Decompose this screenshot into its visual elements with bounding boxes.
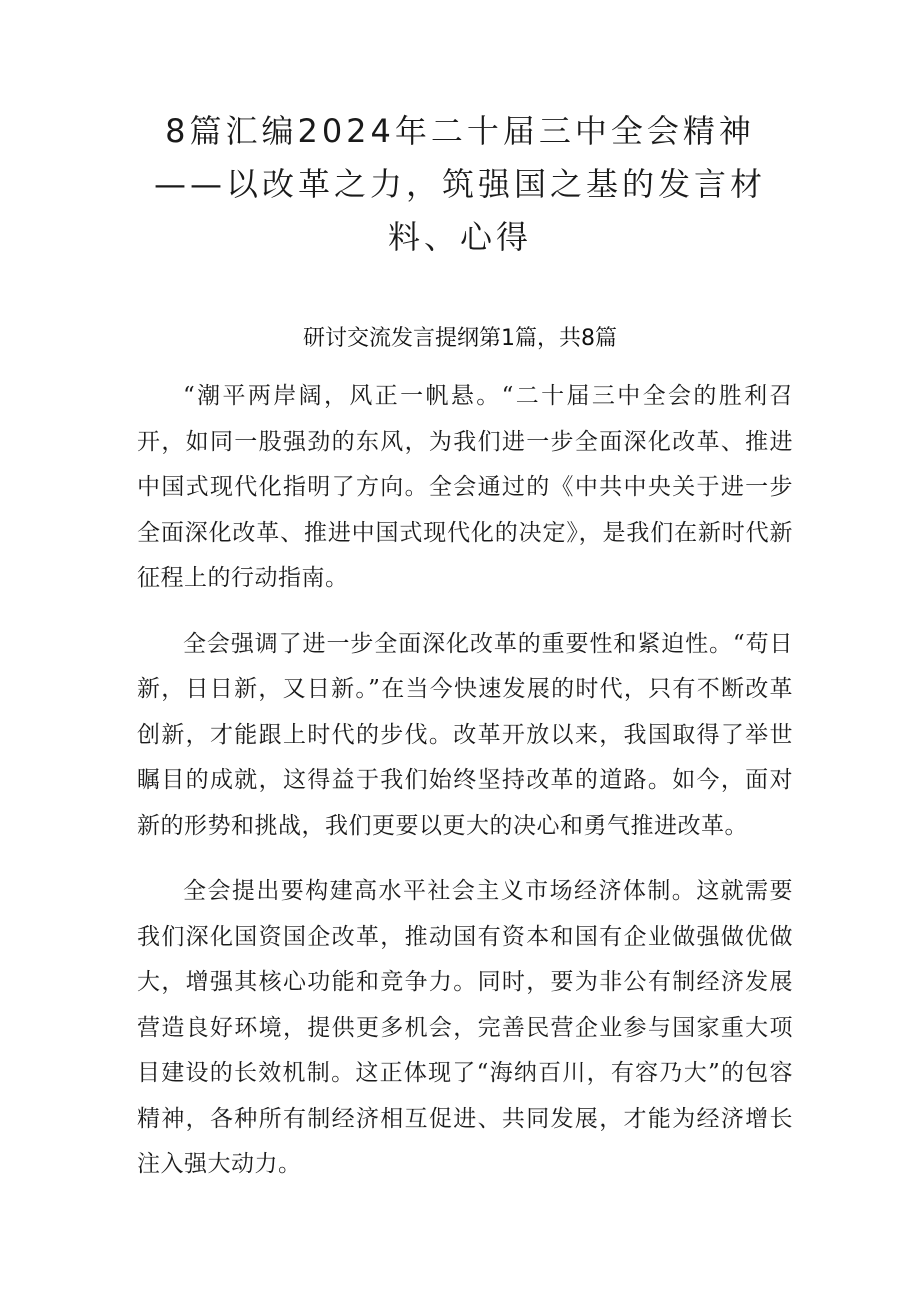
paragraph: “潮平两岸阔，风正一帆悬。“二十届三中全会的胜利召开，如同一股强劲的东风，为我们进一步全面深化改革、推进中国式现代化指明了方向。全会通过的《中共中央关于进一步全面深化改革、推进中国式现代化的决定》，是我们在新时代新征程上的行动指南。 <box>137 383 793 591</box>
section-subtitle: 研讨交流发言提纲第1篇，共8篇 <box>303 326 617 351</box>
paragraph: 全会提出要构建高水平社会主义市场经济体制。这就需要我们深化国资国企改革，推动国有资本和国有企业做强做优做大，增强其核心功能和竞争力。同时，要为非公有制经济发展营造良好环境，提供更多机会，完善民营企业参与国家重大项目建设的长效机制。这正体现了“海纳百川，有容乃大”的包容精神，各种所有制经济相互促进、共同发展，才能为经济增长注入强大动力。 <box>137 878 793 1177</box>
paragraph: 全会强调了进一步全面深化改革的重要性和紧迫性。“苟日新，日日新，又日新。”在当今快速发展的时代，只有不断改革创新，才能跟上时代的步伐。改革开放以来，我国取得了举世瞩目的成就，这得益于我们始终坚持改革的道路。如今，面对新的形势和挑战，我们更要以更大的决心和勇气推进改革。 <box>137 630 793 839</box>
document-title: 8篇汇编2024年二十届三中全会精神——以改革之力，筑强国之基的发言材料、心得 <box>153 112 766 256</box>
document-body <box>137 374 793 1208</box>
